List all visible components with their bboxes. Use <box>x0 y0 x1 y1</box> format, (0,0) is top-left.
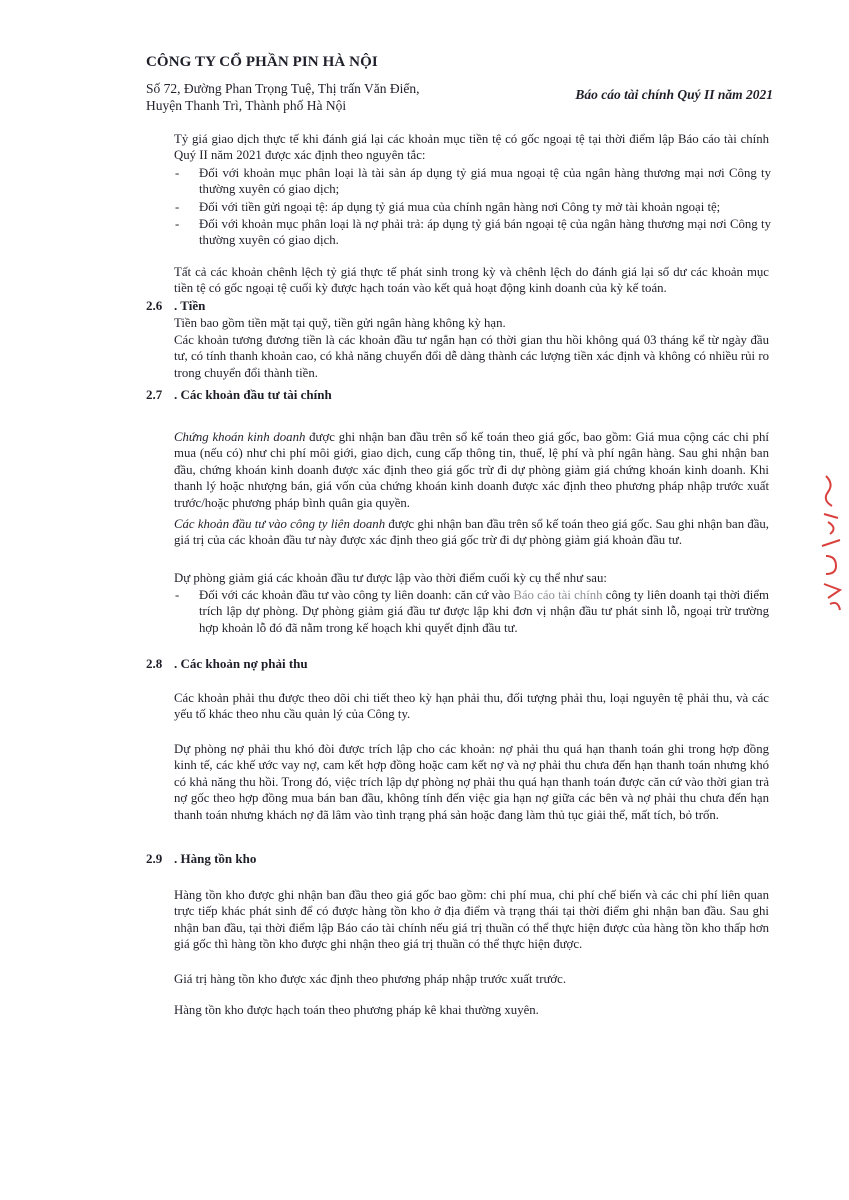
fx-closing: Tất cả các khoản chênh lệch tỷ giá thực tế phát sinh trong kỳ và chênh lệch do đánh giá lại số dư các khoản mục tiền tệ có gốc ngoại tệ cuối kỳ được hạch toán vào kết quả hoạt động kinh doanh của kỳ kế toán. <box>174 265 769 296</box>
s27-paragraph-3: Dự phòng giảm giá các khoản đầu tư được lập vào thời điểm cuối kỳ cụ thể như sau: <box>174 571 607 585</box>
s27-bullet-1 <box>199 587 769 636</box>
fx-bullet-1-dash: - <box>175 166 180 180</box>
red-stamp-edge <box>818 470 846 620</box>
section-2-8-title: . Các khoản nợ phải thu <box>174 656 308 671</box>
report-title: Báo cáo tài chính Quý II năm 2021 <box>575 87 773 102</box>
s27-paragraph-2 <box>174 516 769 549</box>
s28-paragraph-1: Các khoản phải thu được theo dõi chi tiết theo kỳ hạn phải thu, đối tượng phải thu, loại nguyên tệ phải thu, và các yếu tố khác theo nhu cầu quản lý của Công ty. <box>174 691 769 722</box>
s27-paragraph-2-text: được ghi nhận ban đầu trên sổ kế toán theo giá gốc. Sau ghi nhận ban đầu, giá trị của các khoản đầu tư này được xác định theo giá gốc trừ đi dự phòng giảm giá khoản đầu tư. <box>174 517 770 548</box>
section-2-7-title: . Các khoản đầu tư tài chính <box>174 387 332 402</box>
fx-bullet-2-dash: - <box>175 200 180 214</box>
s27-bullet-1-text-b: công ty liên doanh tại thời điểm trích lập dự phòng. Dự phòng giảm giá đầu tư được lập khi đơn vị nhận đầu tư phát sinh lỗ, ngoại trừ trường hợp khoản lỗ đó đã nằm trong kế hoạch khi quyết định đầu tư. <box>199 588 769 635</box>
section-2-9-heading <box>146 851 256 867</box>
section-2-8-heading <box>146 656 308 672</box>
section-2-8-number: 2.8 <box>146 656 163 671</box>
fx-bullet-2: Đối với tiền gửi ngoại tệ: áp dụng tỷ giá mua của chính ngân hàng nơi Công ty mở tài khoản ngoại tệ; <box>199 200 721 214</box>
fx-intro: Tỷ giá giao dịch thực tế khi đánh giá lại các khoản mục tiền tệ có gốc ngoại tệ tại thời điểm lập Báo cáo tài chính Quý II năm 2021 được xác định theo nguyên tắc: <box>174 132 769 163</box>
section-2-7-number: 2.7 <box>146 387 163 402</box>
s27-paragraph-1-text: được ghi nhận ban đầu trên sổ kế toán theo giá gốc, bao gồm: Giá mua cộng các chi phí mua (nếu có) như chi phí môi giới, giao dịch, cung cấp thông tin, thuế, lệ phí và phí ngân hàng. Sau ghi nhận ban đầu, chứng khoán kinh doanh được xác định theo giá gốc trừ đi dự phòng giảm giá chứng khoán kinh doanh. Khi thanh lý hoặc nhượng bán, giá vốn của chứng khoán kinh doanh được xác định theo phương pháp nhập trước xuất trước/hoặc phương pháp bình quân gia quyền. <box>174 430 769 510</box>
s27-term-joint-venture: Các khoản đầu tư vào công ty liên doanh <box>174 517 386 531</box>
section-2-6-heading <box>146 298 205 314</box>
s27-paragraph-1 <box>174 429 769 511</box>
s26-paragraph-1: Tiền bao gồm tiền mặt tại quỹ, tiền gửi ngân hàng không kỳ hạn. <box>174 316 506 330</box>
s29-paragraph-2: Giá trị hàng tồn kho được xác định theo phương pháp nhập trước xuất trước. <box>174 972 567 986</box>
s27-bullet-dash: - <box>175 588 180 602</box>
fx-bullet-3-dash: - <box>175 217 180 231</box>
s28-paragraph-2: Dự phòng nợ phải thu khó đòi được trích lập cho các khoản: nợ phải thu quá hạn thanh toán ghi trong hợp đồng kinh tế, các khế ước vay nợ, cam kết hợp đồng hoặc cam kết nợ và nợ phải thu chưa đến hạn thanh toán nhưng khó có khả năng thu hồi. Trong đó, việc trích lập dự phòng nợ phải thu quá hạn thanh toán được căn cứ vào thời gian trả nợ gốc theo hợp đồng mua bán ban đầu, không tính đến việc gia hạn nợ giữa các bên và nợ phải thu chưa đến hạn thanh toán nhưng khách nợ đã lâm vào tình trạng phá sản hoặc đang làm thủ tục giải thể, mất tích, bỏ trốn. <box>174 742 769 822</box>
s29-paragraph-1: Hàng tồn kho được ghi nhận ban đầu theo giá gốc bao gồm: chi phí mua, chi phí chế biến và các chi phí liên quan trực tiếp khác phát sinh để có được hàng tồn kho ở địa điểm và trạng thái tại thời điểm ghi nhận ban đầu. Sau ghi nhận ban đầu, tại thời điểm lập Báo cáo tài chính nếu giá trị thuần có thể thực hiện được của hàng tồn kho thấp hơn giá gốc thì hàng tồn kho được ghi nhận theo giá trị thuần có thể thực hiện được. <box>174 888 769 952</box>
s27-bullet-1-faint: Báo cáo tài chính <box>513 588 603 602</box>
company-address-line1: Số 72, Đường Phan Trọng Tuệ, Thị trấn Văn Điển, <box>146 81 420 96</box>
section-2-6-number: 2.6 <box>146 298 163 313</box>
company-address-line2: Huyện Thanh Trì, Thành phố Hà Nội <box>146 98 347 113</box>
s29-paragraph-3: Hàng tồn kho được hạch toán theo phương pháp kê khai thường xuyên. <box>174 1003 539 1017</box>
s27-term-trading-securities: Chứng khoán kinh doanh <box>174 430 306 444</box>
section-2-7-heading <box>146 387 332 403</box>
fx-bullet-3: Đối với khoản mục phân loại là nợ phải trả: áp dụng tỷ giá bán ngoại tệ của ngân hàng thương mại nơi Công ty thường xuyên có giao dịch. <box>199 217 771 248</box>
s26-paragraph-2: Các khoản tương đương tiền là các khoản đầu tư ngắn hạn có thời gian thu hồi không quá 03 tháng kể từ ngày đầu tư, có tính thanh khoản cao, có khả năng chuyển đổi dễ dàng thành các lượng tiền xác định và không có nhiều rủi ro trong chuyển đổi thành tiền. <box>174 333 769 380</box>
section-2-9-number: 2.9 <box>146 851 163 866</box>
section-2-9-title: . Hàng tồn kho <box>174 851 257 866</box>
fx-bullet-1: Đối với khoản mục phân loại là tài sản áp dụng tỷ giá mua ngoại tệ của ngân hàng thương mại nơi Công ty thường xuyên có giao dịch; <box>199 166 771 197</box>
section-2-6-title: . Tiền <box>174 298 206 313</box>
s27-bullet-1-text-a: Đối với các khoản đầu tư vào công ty liên doanh: căn cứ vào <box>199 588 514 602</box>
company-name: CÔNG TY CỔ PHẦN PIN HÀ NỘI <box>146 54 378 70</box>
